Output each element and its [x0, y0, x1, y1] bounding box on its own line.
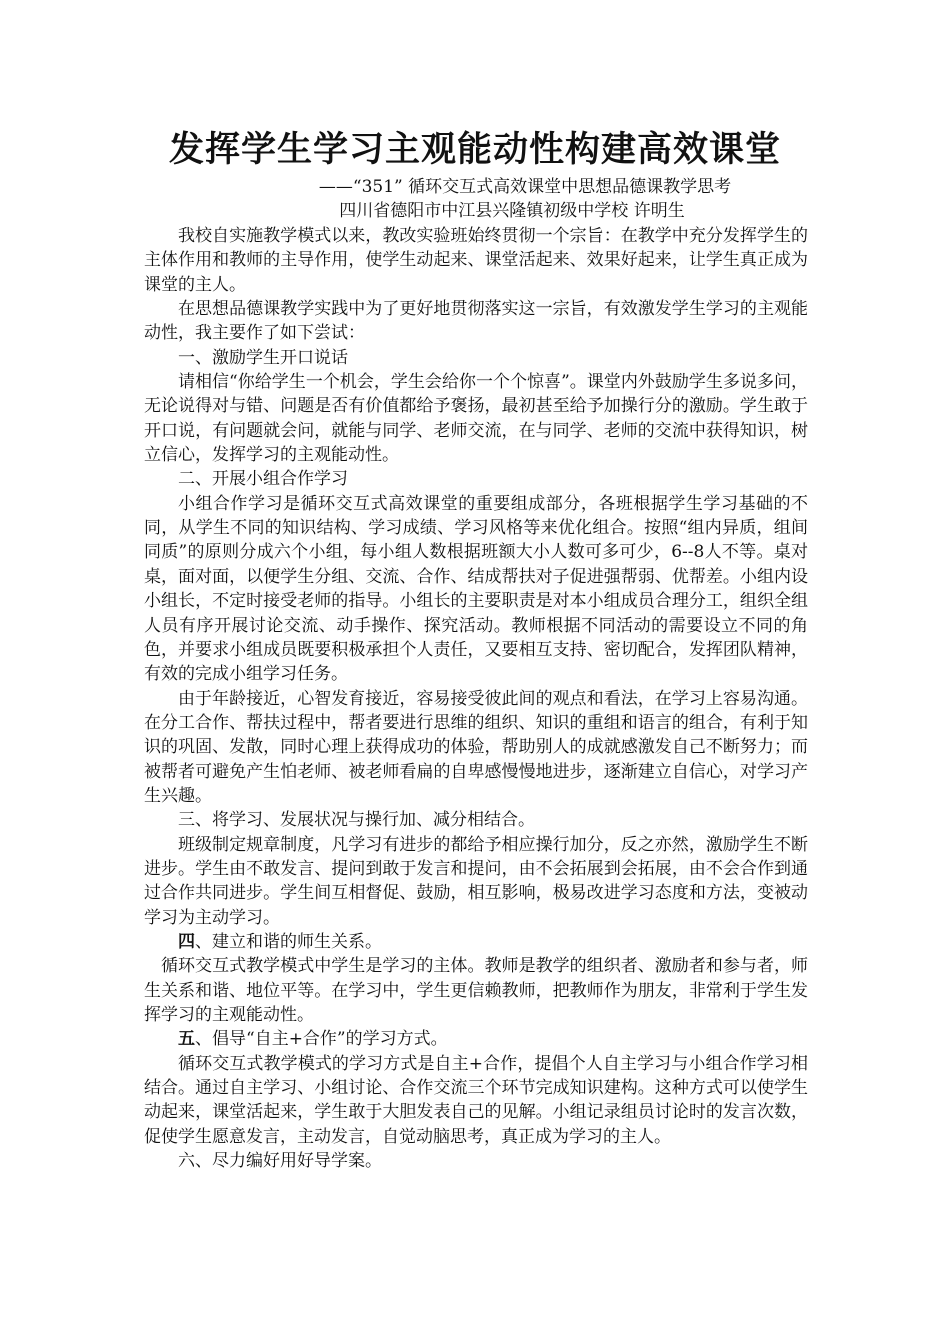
intro-paragraph: 我校自实施教学模式以来，教改实验班始终贯彻一个宗旨：在教学中充分发挥学生的主体作用和教师的主导作用，使学生动起来、课堂活起来、效果好起来，让学生真正成为课堂的主人。 — [144, 226, 808, 295]
document-body — [144, 224, 808, 1173]
section-heading-text: 、倡导“自主+合作”的学习方式。 — [195, 1029, 448, 1050]
document-title: 发挥学生学习主观能动性构建高效课堂 — [168, 129, 781, 170]
section-paragraph: 循环交互式教学模式的学习方式是自主+合作，提倡个人自主学习与小组合作学习相结合。通过自主学习、小组讨论、合作交流三个环节完成知识建构。这种方式可以使学生动起来，课堂活起来，学生敢于大胆发表自己的见解。小组记录组员讨论时的发言次数，促使学生愿意发言，主动发言，自觉动脑思考，真正成为学习的主人。 — [144, 1053, 808, 1147]
section-number: 五 — [178, 1029, 195, 1050]
section-heading: 一、激励学生开口说话 — [178, 347, 348, 368]
section-paragraph: 由于年龄接近，心智发育接近，容易接受彼此间的观点和看法，在学习上容易沟通。在分工合作、帮扶过程中，帮者要进行思维的组织、知识的重组和语言的组合，有利于知识的巩固、发散，同时心理上获得成功的体验，帮助别人的成就感激发自己不断努力；而被帮者可避免产生怕老师、被老师看扁的自卑感慢慢地进步，逐渐建立自信心，对学习产生兴趣。 — [144, 688, 808, 806]
section-heading: 六、尽力编好用好导学案。 — [178, 1151, 382, 1172]
section-number: 四 — [178, 931, 195, 952]
section-heading-text: 、建立和谐的师生关系。 — [195, 931, 382, 952]
document-subtitle: ——“351” 循环交互式高效课堂中思想品德课教学思考 — [318, 177, 732, 197]
section-paragraph: 小组合作学习是循环交互式高效课堂的重要组成部分，各班根据学生学习基础的不同，从学生不同的知识结构、学习成绩、学习风格等来优化组合。按照“组内异质，组间同质”的原则分成六个小组，每小组人数根据班额大小人数可多可少，6--8人不等。桌对桌，面对面，以便学生分组、交流、合作、结成帮扶对子促进强帮弱、优帮差。小组内设小组长，不定时接受老师的指导。小组长的主要职责是对本小组成员合理分工，组织全组人员有序开展讨论交流、动手操作、探究活动。教师根据不同活动的需要设立不同的角色，并要求小组成员既要积极承担个人责任，又要相互支持、密切配合，发挥团队精神，有效的完成小组学习任务。 — [144, 493, 808, 685]
section-heading: 二、开展小组合作学习 — [178, 469, 348, 490]
section-heading — [144, 930, 808, 954]
section-heading — [144, 1027, 808, 1051]
section-paragraph: 班级制定规章制度，凡学习有进步的都给予相应操行加分，反之亦然，激励学生不断进步。学生由不敢发言、提问到敢于发言和提问，由不会拓展到会拓展，由不会合作到通过合作共同进步。学生间互相督促、鼓励，相互影响，极易改进学习态度和方法，变被动学习为主动学习。 — [144, 834, 808, 928]
section-paragraph: 请相信“你给学生一个机会，学生会给你一个个惊喜”。课堂内外鼓励学生多说多问，无论说得对与错、问题是否有价值都给予褒扬，最初甚至给予加操行分的激励。学生敢于开口说，有问题就会问，就能与同学、老师交流，在与同学、老师的交流中获得知识，树立信心，发挥学习的主观能动性。 — [144, 372, 808, 466]
intro-paragraph: 在思想品德课教学实践中为了更好地贯彻落实这一宗旨，有效激发学生学习的主观能动性，我主要作了如下尝试： — [144, 299, 808, 344]
document-author: 四川省德阳市中江县兴隆镇初级中学校 许明生 — [339, 201, 685, 221]
section-paragraph: 循环交互式教学模式中学生是学习的主体。教师是教学的组织者、激励者和参与者，师生关系和谐、地位平等。在学习中，学生更信赖教师，把教师作为朋友，非常利于学生发挥学习的主观能动性。 — [144, 956, 808, 1025]
section-heading: 三、将学习、发展状况与操行加、减分相结合。 — [178, 810, 535, 831]
